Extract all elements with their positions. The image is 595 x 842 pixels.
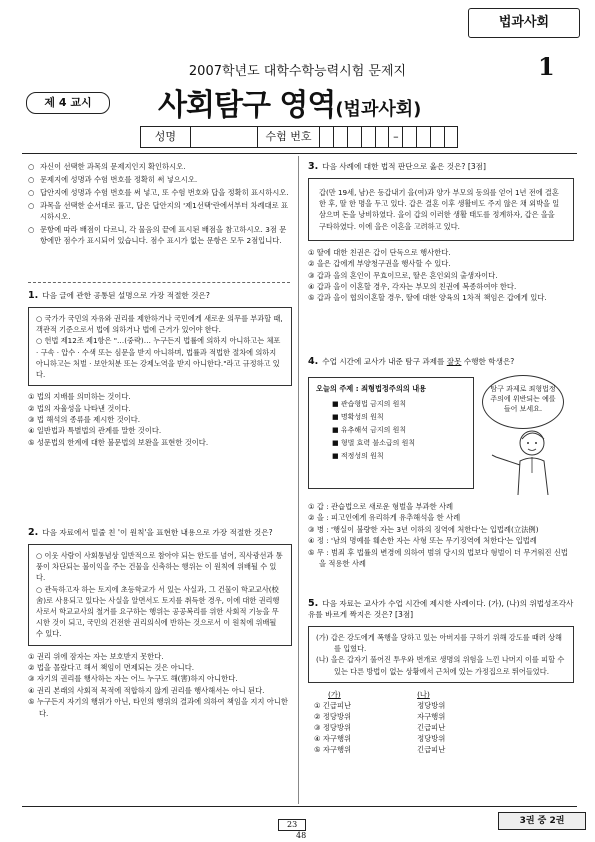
notes-divider <box>28 282 290 283</box>
option[interactable]: ① 갑 : 관습법으로 새로운 형벌을 부과한 사례 <box>308 502 454 511</box>
stem-underline: 잘못 <box>446 357 462 366</box>
question-1-stem: 1. 다음 글에 관한 공통된 설명으로 가장 적절한 것은? <box>28 290 210 301</box>
option[interactable]: ③ 갑과 을의 혼인이 무효이므로, 딸은 혼인외의 출생자이다. <box>308 270 498 280</box>
instruction-item: ○ 자신이 선택한 과목의 문제지인지 확인하시오. <box>28 161 290 172</box>
option[interactable]: ⑤ 무 : 범죄 후 법률의 변경에 의하여 범위 당시의 법보다 형벌이 더 무거워진 신법을 적용한 사례 <box>308 547 568 569</box>
option[interactable]: ④ 자구행위 정당방위 <box>314 733 446 743</box>
volume-badge: 3권 중 2권 <box>498 812 586 830</box>
exam-number-cell[interactable] <box>417 127 431 147</box>
period-badge: 제 4 교시 <box>26 92 110 114</box>
option[interactable]: ⑤ 자구행위 긴급피난 <box>314 744 446 754</box>
question-3-passage: 갑(만 19세, 남)은 동갑내기 을(여)과 양가 부모의 동의를 얻어 1년 전에 결혼한 후, 딸 한 명을 두고 있다. 갑은 결혼 이후 생활비도 주지 않은 채 외박을 일삼으며 돈을 낭비하였다. 을이 갑의 이러한 생활 태도를 정계하자, 갑은 을을 구타하였다. 이에 을은 이혼을 고려하고 있다. <box>308 178 574 241</box>
question-4-options <box>308 501 574 569</box>
question-4-figure <box>308 373 574 495</box>
question-5-stem: 5. 다음 자료는 교사가 수업 시간에 제시한 사례이다. (가), (나)의 위법성조각사유를 바르게 짝지은 것은? [3점] <box>308 598 574 619</box>
passage-item: ○ 관독하고자 하는 토지에 초등학교가 서 있는 사실과, 그 건물이 학교교사(校舍)로 사용되고 있다는 사실을 알면서도 토지를 취득한 경우, 이에 대한 권리행사로서 학교교사의 철거를 요구하는 행위는 공공복리를 위한 사회적 기능을 무시한 것이 되고, 국민의 건전한 권리의식에 반하는 것으로서 이 원칙에 위배될 수 있다. <box>36 584 280 639</box>
option[interactable]: ② 을은 갑에게 부양청구권을 행사할 수 있다. <box>308 259 451 269</box>
page-counter-top: 23 <box>278 819 306 831</box>
question-5 <box>308 598 574 755</box>
exam-number-cell[interactable] <box>403 127 417 147</box>
exam-title: 2007학년도 대학수학능력시험 문제지 <box>188 64 407 79</box>
board-title: 오늘의 주제 : 죄형법정주의의 내용 <box>316 384 427 393</box>
question-5-options <box>308 689 451 755</box>
board-item: ■ 적정성의 원칙 <box>332 452 384 461</box>
passage-item: ○ 헌법 제12조 제1항은 "…(중략)… 누구든지 법률에 의하지 아니하고는 체포 · 구속 · 압수 · 수색 또는 심문을 받지 아니하며, 법률과 적법한 절차에 의하지 아니하고는 처벌 · 보안처분 또는 강제노역을 받지 아니한다."라고 규정하고 있다. <box>36 336 281 380</box>
instruction-item: ○ 문제지에 성명과 수험 번호를 정확히 써 넣으시오. <box>28 174 290 185</box>
option[interactable]: ④ 권리 본래의 사회적 목적에 적합하지 않게 권리를 행사해서는 아니 된다. <box>28 685 265 695</box>
option[interactable]: ③ 병 : '행실이 불량한 자는 3년 이하의 징역에 처한다'는 입법례(立法例) <box>308 524 539 534</box>
option[interactable]: ① 긴급피난 정당방위 <box>314 700 446 710</box>
board-items <box>316 398 466 463</box>
question-1-options <box>28 391 292 448</box>
passage-item: ○ 이웃 사람이 사회통념상 일반적으로 참아야 되는 한도를 넘어, 직사광선과 통풍이 차단되는 불이익을 주는 건물을 신축하는 행위는 이 원칙에 위배될 수 있다. <box>36 551 283 583</box>
main-subtitle: (법과사회) <box>335 99 422 120</box>
exam-number-cell[interactable] <box>376 127 390 147</box>
classroom-board <box>308 377 474 489</box>
option[interactable]: ⑤ 누구든지 자기의 행위가 아닌, 타인의 행위의 결과에 의하여 책임을 지지 아니한다. <box>28 697 288 718</box>
option[interactable]: ④ 갑과 을이 이혼할 경우, 각자는 부모의 친권에 복종하여야 한다. <box>308 282 517 292</box>
option[interactable]: ① 법의 지배를 의미하는 것이다. <box>28 392 131 402</box>
board-item: ■ 형벌 효력 불소급의 원칙 <box>332 439 416 448</box>
option[interactable]: ④ 정 : '남의 명예를 훼손한 자는 사형 또는 무기징역에 처한다'는 입법례 <box>308 536 537 546</box>
subject-tag: 법과사회 <box>468 8 580 38</box>
option[interactable]: ⑤ 성문법의 한계에 대한 불문법의 보완을 표현한 것이다. <box>28 437 209 447</box>
option[interactable]: ③ 법 해석의 종류를 제시한 것이다. <box>28 415 141 425</box>
option[interactable]: ① 권리 위에 잠자는 자는 보호받지 못한다. <box>28 651 164 661</box>
passage-item: ○ 국가가 국민의 자유와 권리를 제한하거나 국민에게 새로운 의무를 부과할 때, 객관적 기준으로서 법에 의하거나 법에 근거가 있어야 한다. <box>36 314 283 335</box>
speech-bubble: 탐구 과제로 죄형법정주의에 위반되는 예를 들어 보세요. <box>482 375 564 429</box>
option[interactable]: ④ 일반법과 특별법의 관계를 말한 것이다. <box>28 426 162 436</box>
exam-number-cell[interactable] <box>431 127 445 147</box>
question-2 <box>28 527 292 719</box>
header-rule <box>22 153 577 154</box>
option[interactable]: ① 딸에 대한 친권은 갑이 단독으로 행사한다. <box>308 247 451 257</box>
page-counter <box>278 819 306 841</box>
question-3-stem: 3. 다음 사례에 대한 법적 판단으로 옳은 것은? [3점] <box>308 161 486 172</box>
question-2-stem: 2. 다음 자료에서 밑줄 친 '이 원칙'을 표현한 내용으로 가장 적절한 것은? <box>28 527 273 538</box>
option[interactable]: ③ 자기의 권리를 행사하는 자는 어느 누구도 해(害)하지 아니한다. <box>28 674 238 684</box>
question-4 <box>308 356 574 569</box>
exam-number-cell[interactable] <box>334 127 348 147</box>
option[interactable]: ⑤ 갑과 을이 협의이혼할 경우, 딸에 대한 양육의 1차적 책임은 갑에게 있다. <box>308 293 547 303</box>
exam-number-label: 수험 번호 <box>258 127 320 147</box>
question-3-options <box>308 247 574 304</box>
instruction-item: ○ 과목을 선택한 순서대로 풀고, 답은 답안지의 '제1선택'란에서부터 차례대로 표시하시오. <box>28 200 290 222</box>
option[interactable]: ② 을 : 피고인에게 유리하게 유추해석을 한 사례 <box>308 513 461 523</box>
exam-number-cell[interactable] <box>320 127 334 147</box>
passage-item: (가) 갑은 강도에게 폭행을 당하고 있는 아버지를 구하기 위해 강도를 때려 상해를 입혔다. <box>316 633 562 654</box>
main-title <box>158 80 421 124</box>
board-item: ■ 관습형법 금지의 원칙 <box>332 400 407 409</box>
board-item: ■ 명확성의 원칙 <box>332 413 384 422</box>
exam-number-dash: – <box>389 127 403 147</box>
option[interactable]: ② 법을 몰랐다고 해서 책임이 면제되는 것은 아니다. <box>28 663 195 673</box>
page-number: 1 <box>538 52 555 81</box>
name-label: 성명 <box>141 127 191 147</box>
instruction-item: ○ 문항에 따라 배점이 다르니, 각 물음의 끝에 표시된 배점을 참고하시오. 3점 문항에만 점수가 표시되어 있습니다. 점수 표시가 없는 문항은 모두 2점입니다. <box>28 224 290 246</box>
question-2-passage <box>28 544 292 646</box>
exam-number-cell[interactable] <box>348 127 362 147</box>
question-5-passage <box>308 626 574 683</box>
name-field[interactable] <box>191 127 259 147</box>
option[interactable]: ② 법의 자율성을 나타낸 것이다. <box>28 403 131 413</box>
options-header: (가) (나) <box>328 689 430 699</box>
question-1-passage <box>28 307 292 386</box>
option[interactable]: ③ 정당방위 긴급피난 <box>314 722 446 732</box>
question-2-options <box>28 651 292 719</box>
option[interactable]: ② 정당방위 자구행위 <box>314 711 446 721</box>
instruction-item: ○ 답안지에 성명과 수험 번호를 써 넣고, 또 수험 번호와 답을 정확히 표시하시오. <box>28 187 290 198</box>
exam-number-cell[interactable] <box>445 127 457 147</box>
teacher-figure-icon <box>488 427 568 495</box>
footer-rule <box>22 806 577 807</box>
name-number-row <box>140 126 458 148</box>
board-item: ■ 유추해석 금지의 원칙 <box>332 426 407 435</box>
question-4-stem: 4. 수업 시간에 교사가 내준 탐구 과제를 잘못 수행한 학생은? <box>308 356 515 367</box>
main-title-text: 사회탐구 영역 <box>158 88 336 123</box>
question-1 <box>28 290 292 448</box>
passage-item: (나) 을은 갑자기 풀어진 투우와 번개로 생명의 위험을 느낀 나머지 이를 피할 수 있는 다른 방법이 없는 상황에서 근처에 있는 가정집으로 뛰어들었다. <box>316 655 565 676</box>
page-counter-bottom: 48 <box>296 831 307 840</box>
column-divider <box>298 156 299 804</box>
exam-number-cell[interactable] <box>362 127 376 147</box>
instructions-list <box>28 161 290 248</box>
question-3 <box>308 161 574 304</box>
